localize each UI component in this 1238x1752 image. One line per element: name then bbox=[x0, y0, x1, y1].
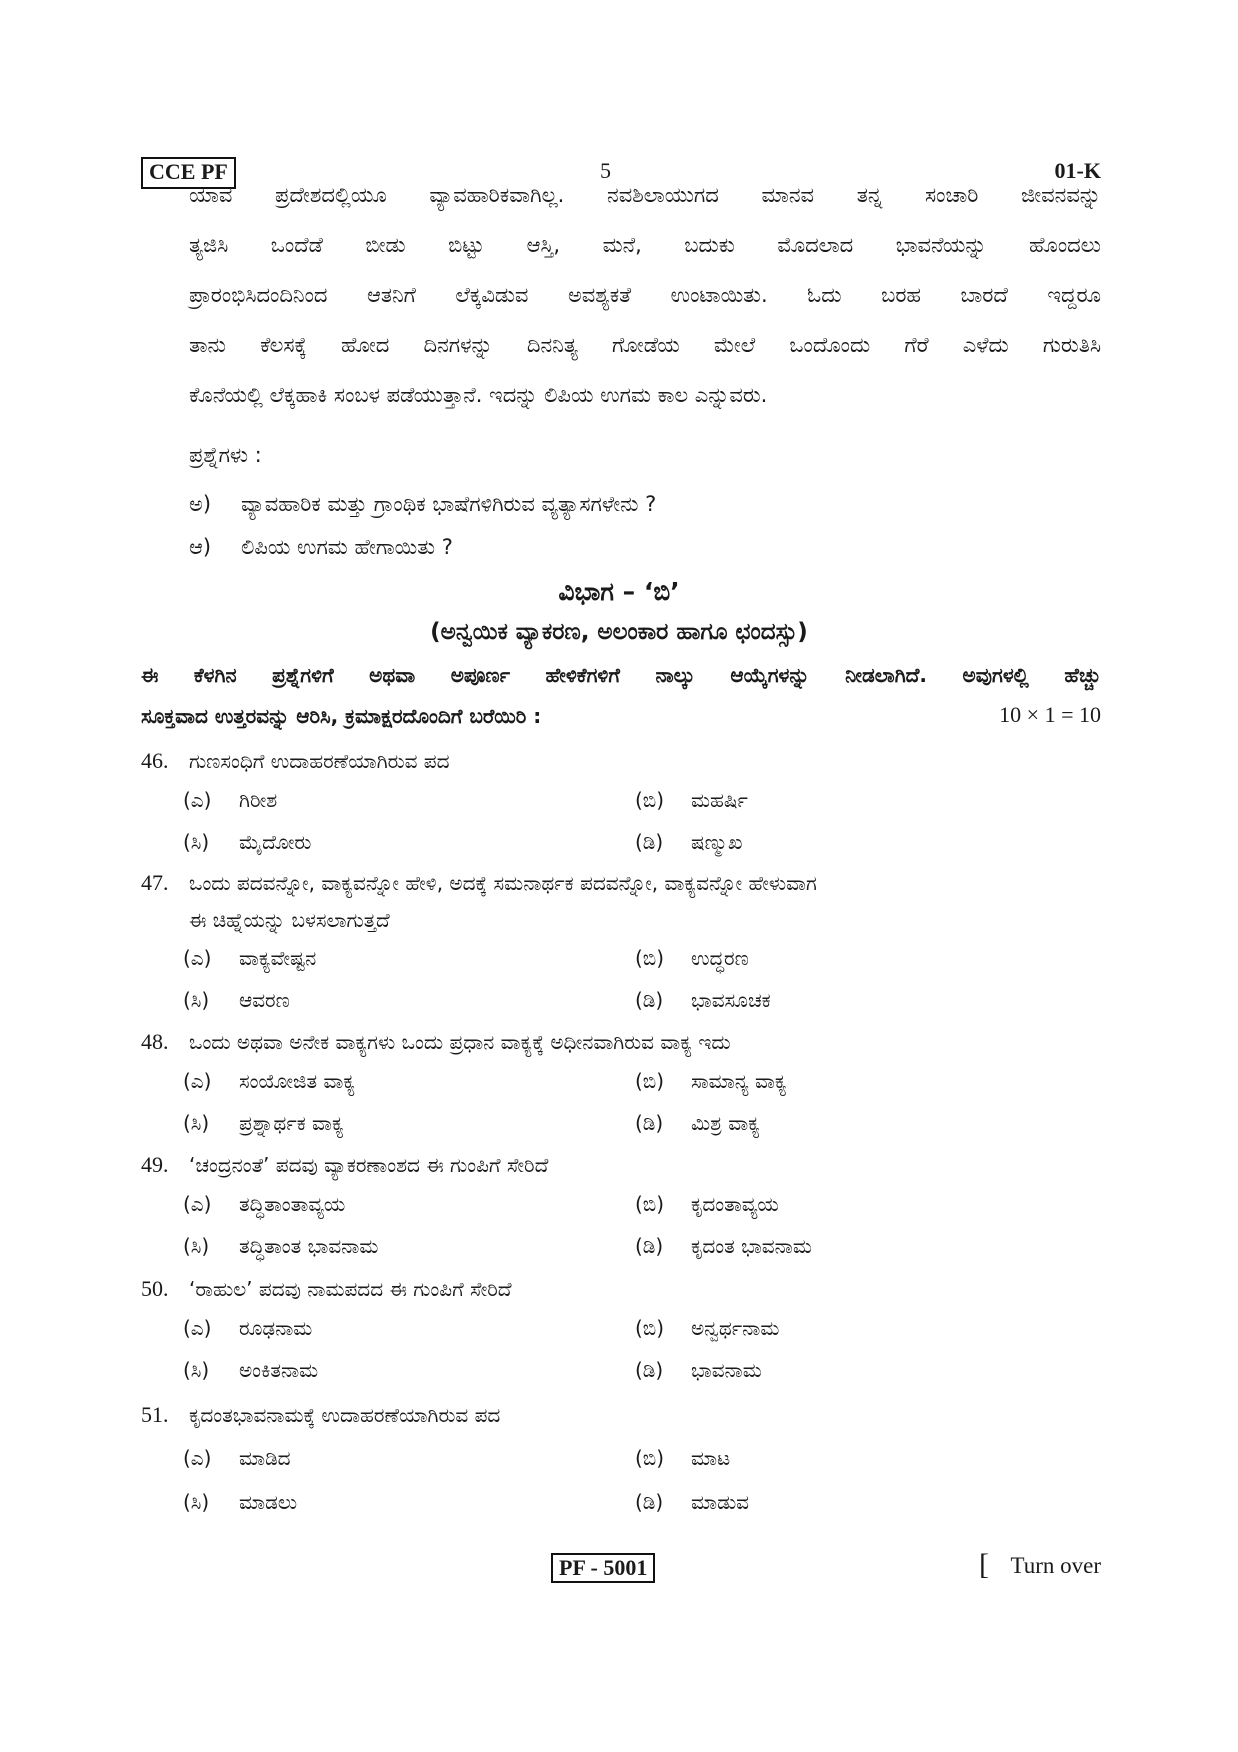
option-b bbox=[635, 1186, 779, 1222]
option-label: (ಸಿ) bbox=[183, 1111, 210, 1135]
option-text: ಸಾಮಾನ್ಯ ವಾಕ್ಯ bbox=[691, 1069, 787, 1093]
passage-line: ಯಾವ ಪ್ರದೇಶದಲ್ಲಿಯೂ ವ್ಯಾವಹಾರಿಕವಾಗಿಲ್ಲ. ನವಶಿಲಾಯುಗದ ಮಾನವ ತನ್ನ ಸಂಚಾರಿ ಜೀವನವನ್ನು bbox=[189, 183, 1101, 207]
option-text: ಮಾಡಿದ bbox=[239, 1446, 291, 1470]
option-text: ಗಿರೀಶ bbox=[239, 788, 278, 812]
question-text-continued: ಈ ಚಿಹ್ನೆಯನ್ನು ಬಳಸಲಾಗುತ್ತದೆ bbox=[189, 908, 390, 932]
option-d bbox=[635, 982, 771, 1018]
turn-over-label: Turn over bbox=[1010, 1553, 1101, 1578]
option-text: ಷಣ್ಮುಖ bbox=[691, 830, 743, 854]
marks-allotment: 10 × 1 = 10 bbox=[999, 702, 1101, 727]
question-number: 49. bbox=[141, 1152, 169, 1177]
option-label: (ಬಿ) bbox=[635, 946, 665, 970]
option-text: ಭಾವನಾಮ bbox=[691, 1358, 762, 1382]
question-number: 47. bbox=[141, 870, 169, 895]
option-a bbox=[183, 940, 316, 976]
option-text: ಅಂಕಿತನಾಮ bbox=[239, 1358, 319, 1382]
option-text: ಮಾಟ bbox=[691, 1446, 731, 1470]
option-label: (ಬಿ) bbox=[635, 1069, 665, 1093]
option-label: (ಸಿ) bbox=[183, 1358, 210, 1382]
option-text: ಪ್ರಶ್ನಾರ್ಥಕ ವಾಕ್ಯ bbox=[239, 1111, 344, 1135]
question-text: ಕೃದಂತಭಾವನಾಮಕ್ಕೆ ಉದಾಹರಣೆಯಾಗಿರುವ ಪದ bbox=[189, 1403, 501, 1427]
option-text: ಸಂಯೋಜಿತ ವಾಕ್ಯ bbox=[239, 1069, 356, 1093]
option-text: ಮಹರ್ಷಿ bbox=[691, 788, 748, 812]
option-c bbox=[183, 1228, 378, 1264]
option-grid bbox=[141, 938, 1101, 1022]
option-grid bbox=[141, 1308, 1101, 1392]
option-label: (ಡಿ) bbox=[635, 988, 664, 1012]
passage-line: ತಾನು ಕೆಲಸಕ್ಕೆ ಹೋದ ದಿನಗಳನ್ನು ದಿನನಿತ್ಯ ಗೋಡೆಯ ಮೇಲೆ ಒಂದೊಂದು ಗೆರೆ ಎಳೆದು ಗುರುತಿಸಿ bbox=[189, 333, 1101, 357]
option-c bbox=[183, 982, 290, 1018]
page-number: 5 bbox=[600, 158, 611, 183]
question-51 bbox=[141, 1396, 1101, 1518]
option-text: ಮೈದೋರು bbox=[239, 830, 312, 854]
option-label: (ಎ) bbox=[183, 946, 212, 970]
question-number: 51. bbox=[141, 1402, 169, 1427]
option-label: (ಎ) bbox=[183, 1192, 212, 1216]
option-label: (ಬಿ) bbox=[635, 1446, 665, 1470]
question-46 bbox=[141, 742, 1101, 864]
footer-paper-code: PF - 5001 bbox=[551, 1553, 655, 1583]
option-c bbox=[183, 1352, 318, 1388]
sub-question bbox=[189, 531, 453, 563]
option-text: ಅನ್ವರ್ಥನಾಮ bbox=[691, 1316, 780, 1340]
sub-question-text: ವ್ಯಾವಹಾರಿಕ ಮತ್ತು ಗ್ರಾಂಥಿಕ ಭಾಷೆಗಳಿಗಿರುವ ವ್ಯತ್ಯಾಸಗಳೇನು ? bbox=[241, 492, 657, 516]
option-a bbox=[183, 1186, 345, 1222]
question-text: ಒಂದು ಅಥವಾ ಅನೇಕ ವಾಕ್ಯಗಳು ಒಂದು ಪ್ರಧಾನ ವಾಕ್ಯಕ್ಕೆ ಅಧೀನವಾಗಿರುವ ವಾಕ್ಯ ಇದು bbox=[189, 1030, 731, 1054]
option-d bbox=[635, 1484, 749, 1520]
option-a bbox=[183, 782, 277, 818]
question-50 bbox=[141, 1270, 1101, 1392]
option-label: (ಸಿ) bbox=[183, 1234, 210, 1258]
option-b bbox=[635, 1440, 730, 1476]
option-label: (ಸಿ) bbox=[183, 988, 210, 1012]
option-b bbox=[635, 782, 748, 818]
question-number: 48. bbox=[141, 1029, 169, 1054]
question-text: ಗುಣಸಂಧಿಗೆ ಉದಾಹರಣೆಯಾಗಿರುವ ಪದ bbox=[189, 749, 450, 773]
question-number: 46. bbox=[141, 748, 169, 773]
passage-line: ಪ್ರಾರಂಭಿಸಿದಂದಿನಿಂದ ಆತನಿಗೆ ಲೆಕ್ಕವಿಡುವ ಅವಶ್ಯಕತೆ ಉಂಟಾಯಿತು. ಓದು ಬರಹ ಬಾರದೆ ಇದ್ದರೂ bbox=[189, 283, 1101, 307]
instruction-line: ಈ ಕೆಳಗಿನ ಪ್ರಶ್ನೆಗಳಿಗೆ ಅಥವಾ ಅಪೂರ್ಣ ಹೇಳಿಕೆಗಳಿಗೆ ನಾಲ್ಕು ಆಯ್ಕೆಗಳನ್ನು ನೀಡಲಾಗಿದೆ. ಅವುಗಳಲ್ಲಿ ಹೆಚ್ಚು bbox=[141, 663, 1101, 687]
section-title: ವಿಭಾಗ – ‘ಬಿ’ bbox=[558, 577, 680, 606]
passage-line: ತ್ಯಜಿಸಿ ಒಂದೆಡೆ ಬೀಡು ಬಿಟ್ಟು ಆಸ್ತಿ, ಮನೆ, ಬದುಕು ಮೊದಲಾದ ಭಾವನೆಯನ್ನು ಹೊಂದಲು bbox=[189, 233, 1101, 257]
question-47 bbox=[141, 864, 1101, 1022]
option-text: ಮಾಡಲು bbox=[239, 1490, 298, 1514]
option-grid bbox=[141, 780, 1101, 864]
option-grid bbox=[141, 1061, 1101, 1145]
option-text: ಕೃದಂತ ಭಾವನಾಮ bbox=[691, 1234, 812, 1258]
option-label: (ಸಿ) bbox=[183, 1490, 210, 1514]
sub-question bbox=[189, 488, 656, 520]
option-label: (ಎ) bbox=[183, 1069, 212, 1093]
option-a bbox=[183, 1063, 355, 1099]
paper-code: 01-K bbox=[1054, 158, 1101, 183]
option-text: ಉದ್ಧರಣ bbox=[691, 946, 749, 970]
passage bbox=[189, 170, 1101, 420]
option-text: ವಾಕ್ಯವೇಷ್ಟನ bbox=[239, 946, 317, 970]
option-d bbox=[635, 1228, 812, 1264]
passage-line: ಕೊನೆಯಲ್ಲಿ ಲೆಕ್ಕಹಾಕಿ ಸಂಬಳ ಪಡೆಯುತ್ತಾನೆ. ಇದನ್ನು ಲಿಪಿಯ ಉಗಮ ಕಾಲ ಎನ್ನುವರು. bbox=[189, 383, 768, 407]
option-grid bbox=[141, 1434, 1101, 1518]
question-number: 50. bbox=[141, 1276, 169, 1301]
question-48 bbox=[141, 1023, 1101, 1145]
option-d bbox=[635, 824, 742, 860]
option-label: (ಸಿ) bbox=[183, 830, 210, 854]
question-49 bbox=[141, 1146, 1101, 1268]
sub-question-text: ಲಿಪಿಯ ಉಗಮ ಹೇಗಾಯಿತು ? bbox=[241, 535, 453, 559]
option-label: (ಡಿ) bbox=[635, 1358, 664, 1382]
option-b bbox=[635, 940, 749, 976]
option-c bbox=[183, 1484, 297, 1520]
option-text: ತದ್ಧಿತಾಂತಾವ್ಯಯ bbox=[239, 1192, 346, 1216]
question-text: ‘ಚಂದ್ರನಂತೆ’ ಪದವು ವ್ಯಾಕರಣಾಂಶದ ಈ ಗುಂಪಿಗೆ ಸೇರಿದೆ bbox=[189, 1153, 549, 1177]
option-label: (ಡಿ) bbox=[635, 1234, 664, 1258]
option-text: ಭಾವಸೂಚಕ bbox=[691, 988, 771, 1012]
option-label: (ಬಿ) bbox=[635, 788, 665, 812]
option-label: (ಡಿ) bbox=[635, 830, 664, 854]
option-d bbox=[635, 1352, 762, 1388]
option-c bbox=[183, 1105, 344, 1141]
option-text: ತದ್ಧಿತಾಂತ ಭಾವನಾಮ bbox=[239, 1234, 379, 1258]
option-text: ಆವರಣ bbox=[239, 988, 290, 1012]
option-label: (ಬಿ) bbox=[635, 1192, 665, 1216]
option-text: ಕೃದಂತಾವ್ಯಯ bbox=[691, 1192, 779, 1216]
option-label: (ಎ) bbox=[183, 1316, 212, 1340]
option-label: (ಎ) bbox=[183, 1446, 212, 1470]
sub-question-label: ಆ) bbox=[189, 535, 212, 559]
turn-over-bracket: [ bbox=[979, 1548, 989, 1581]
option-text: ಮಾಡುವ bbox=[691, 1490, 750, 1514]
option-grid bbox=[141, 1184, 1101, 1268]
option-text: ರೂಢನಾಮ bbox=[239, 1316, 313, 1340]
option-a bbox=[183, 1310, 312, 1346]
option-b bbox=[635, 1063, 787, 1099]
option-label: (ಬಿ) bbox=[635, 1316, 665, 1340]
questions-label: ಪ್ರಶ್ನೆಗಳು : bbox=[189, 443, 262, 467]
option-label: (ಡಿ) bbox=[635, 1490, 664, 1514]
option-label: (ಡಿ) bbox=[635, 1111, 664, 1135]
option-text: ಮಿಶ್ರ ವಾಕ್ಯ bbox=[691, 1111, 760, 1135]
question-text: ‘ರಾಹುಲ’ ಪದವು ನಾಮಪದದ ಈ ಗುಂಪಿಗೆ ಸೇರಿದೆ bbox=[189, 1277, 512, 1301]
exam-code-box: CCE PF bbox=[141, 157, 236, 189]
sub-question-label: ಅ) bbox=[189, 492, 212, 516]
option-label: (ಎ) bbox=[183, 788, 212, 812]
option-b bbox=[635, 1310, 779, 1346]
instruction-line: ಸೂಕ್ತವಾದ ಉತ್ತರವನ್ನು ಆರಿಸಿ, ಕ್ರಮಾಕ್ಷರದೊಂದಿಗೆ ಬರೆಯಿರಿ : bbox=[141, 704, 542, 728]
section-subtitle: (ಅನ್ವಯಿಕ ವ್ಯಾಕರಣ, ಅಲಂಕಾರ ಹಾಗೂ ಛಂದಸ್ಸು) bbox=[430, 619, 808, 645]
option-c bbox=[183, 824, 311, 860]
option-a bbox=[183, 1440, 291, 1476]
question-text: ಒಂದು ಪದವನ್ನೋ, ವಾಕ್ಯವನ್ನೋ ಹೇಳಿ, ಅದಕ್ಕೆ ಸಮನಾರ್ಥಕ ಪದವನ್ನೋ, ವಾಕ್ಯವನ್ನೋ ಹೇಳುವಾಗ bbox=[189, 871, 817, 895]
option-d bbox=[635, 1105, 760, 1141]
